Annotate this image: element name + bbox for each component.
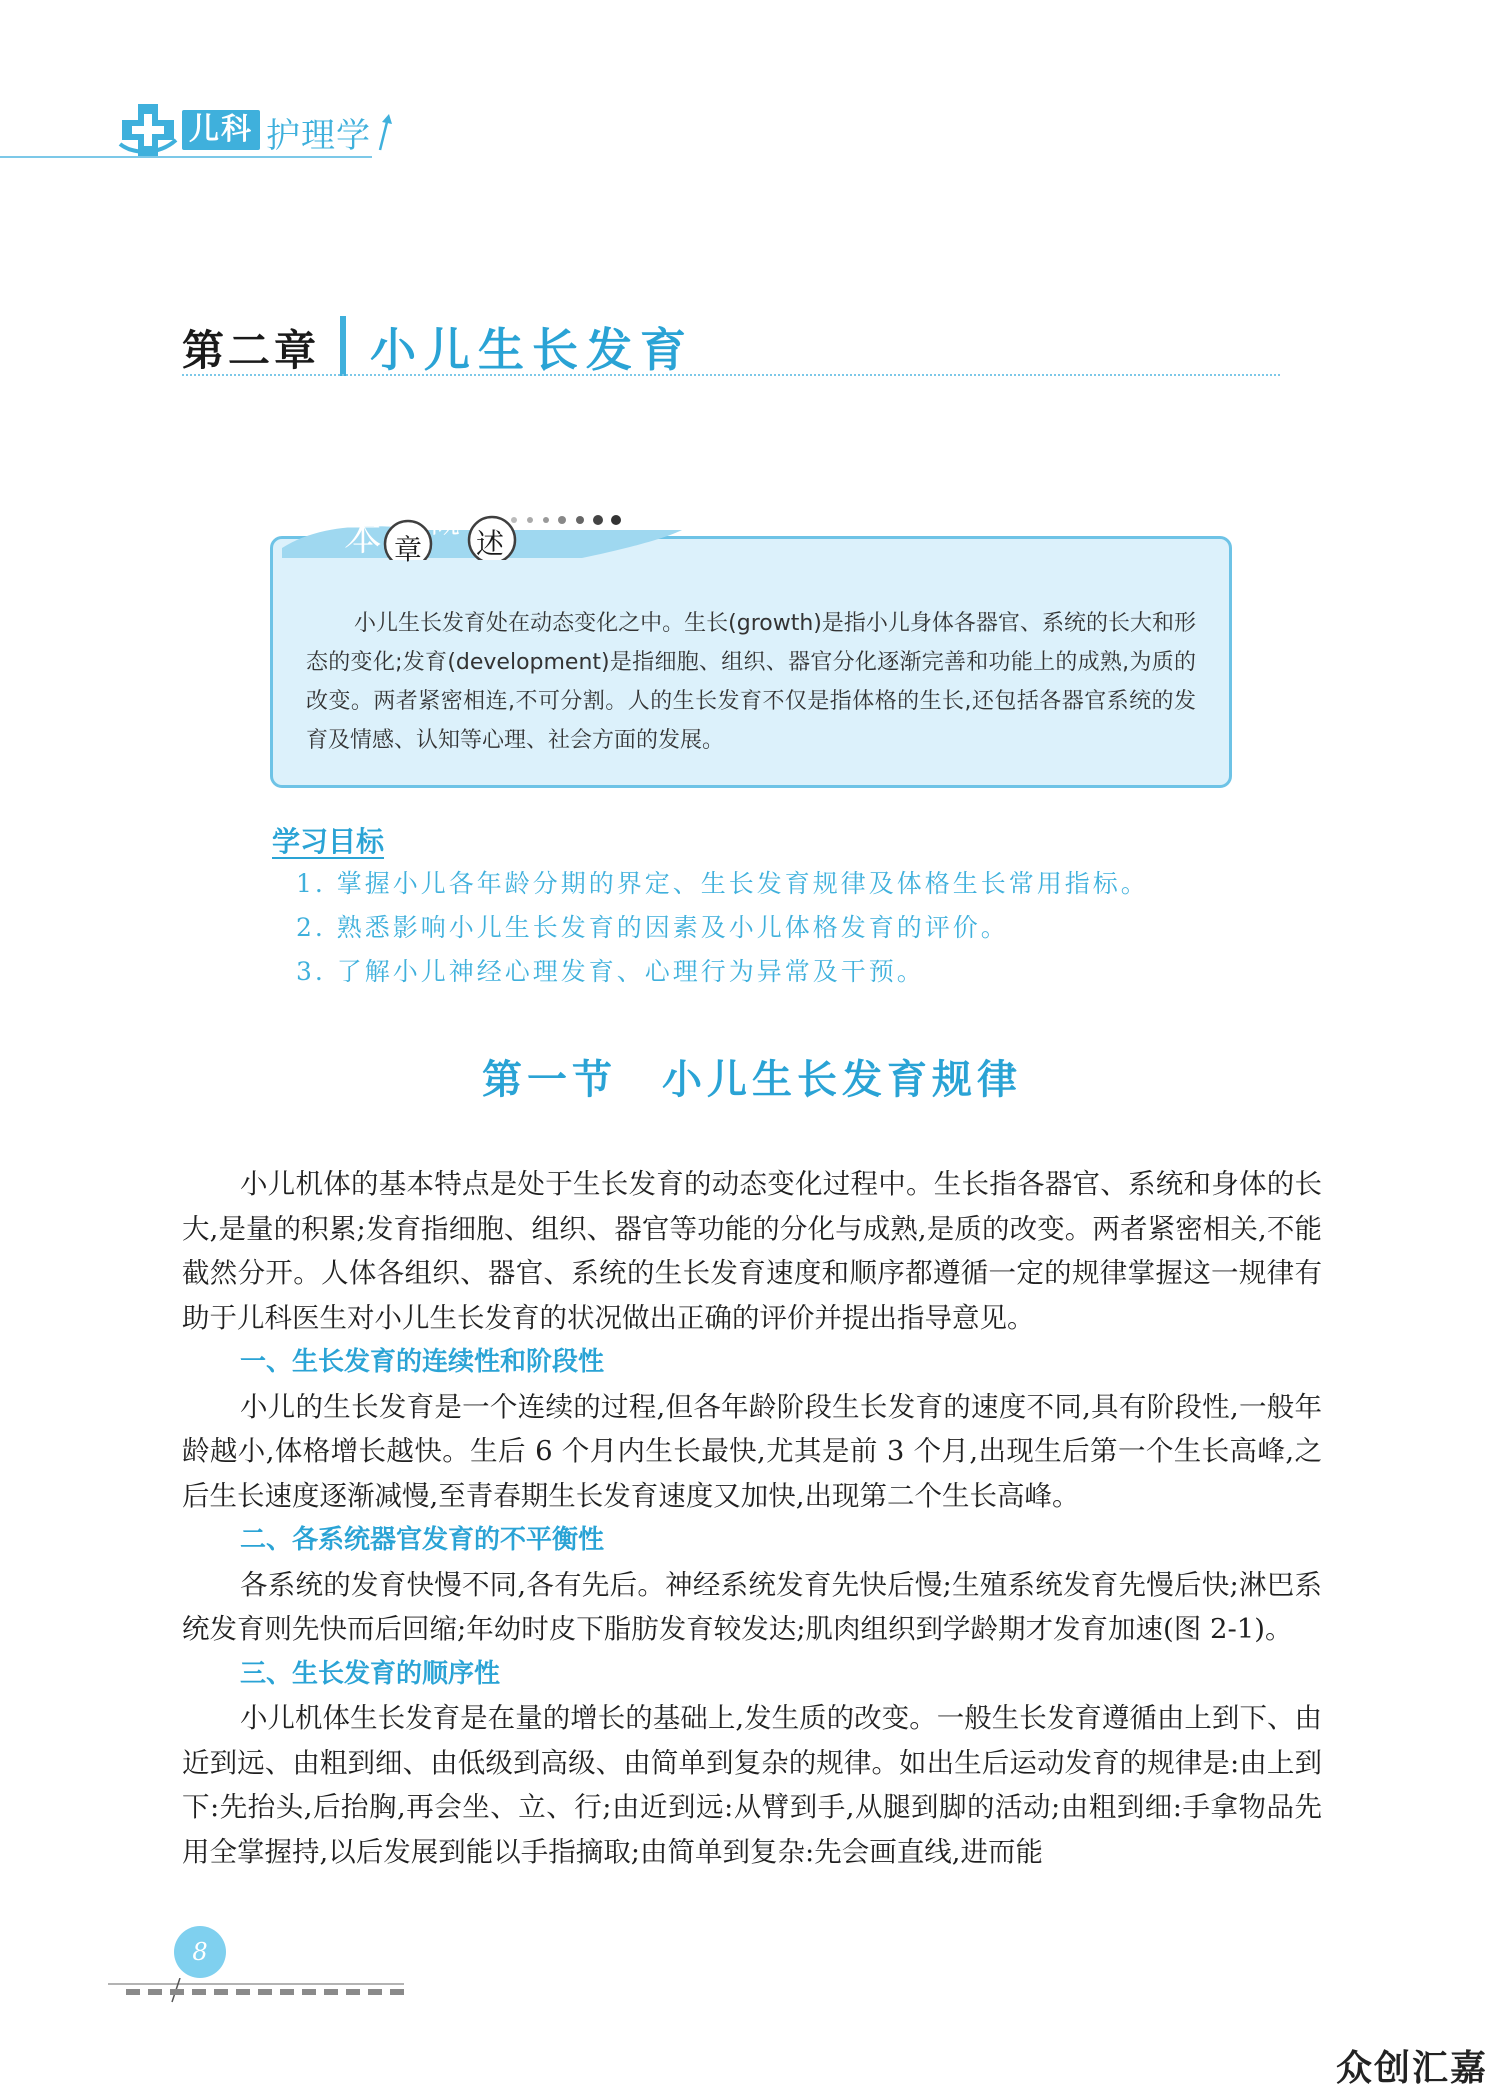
objective-item: 2. 熟悉影响小儿生长发育的因素及小儿体格发育的评价。 <box>296 913 1009 942</box>
body-text <box>182 1162 1322 1874</box>
body-subheading: 三、生长发育的顺序性 <box>240 1658 501 1689</box>
body-paragraph: 小儿机体的基本特点是处于生长发育的动态变化过程中。生长指各器官、系统和身体的长大,是量的积累;发育指细胞、组织、器官等功能的分化与成熟,是质的改变。两者紧密相关,不能截然分开。人体各组织、器官、系统的生长发育速度和顺序都遵循一定的规律掌握这一规律有助于儿科医生对小儿生长发育的状况做出正确的评价并提出指导意见。 <box>182 1168 1322 1334</box>
overview-text: 小儿生长发育处在动态变化之中。生长(growth)是指小儿身体各器官、系统的长大和形态的变化;发育(development)是指细胞、组织、器官分化逐渐完善和功能上的成熟,为质的改变。两者紧密相连,不可分割。人的生长发育不仅是指体格的生长,还包括各器官系统的发育及情感、认知等心理、社会方面的发展。 <box>306 611 1196 753</box>
chapter-title-divider <box>340 316 346 376</box>
arrow-up-icon <box>376 112 394 152</box>
chapter-number: 第二章 <box>182 326 321 375</box>
chapter-dotted-rule <box>182 374 1280 376</box>
page-number: 8 <box>192 1938 208 1966</box>
header-book-title-part1: 儿科 <box>182 110 260 150</box>
objective-item: 1. 掌握小儿各年龄分期的界定、生长发育规律及体格生长常用指标。 <box>296 869 1149 898</box>
body-subheading: 二、各系统器官发育的不平衡性 <box>240 1525 605 1555</box>
overview-char-1: 本 <box>344 515 383 559</box>
overview-char-3: 概 <box>428 502 461 540</box>
objectives-list <box>296 862 1149 994</box>
medical-cross-logo-icon <box>118 100 178 160</box>
body-subheading: 一、生长发育的连续性和阶段性 <box>240 1347 605 1377</box>
header-book-title-part2: 护理学 <box>266 116 371 156</box>
chapter-title: 小儿生长发育 <box>370 323 694 377</box>
body-paragraph: 小儿的生长发育是一个连续的过程,但各年龄阶段生长发育的速度不同,具有阶段性,一般年龄越小,体格增长越快。生后 6 个月内生长最快,尤其是前 3 个月,出现生后第一个生长高峰,之后生长速度逐渐减慢,至青春期生长发育速度又加快,出现第二个生长高峰。 <box>182 1390 1322 1512</box>
section-title: 第一节 小儿生长发育规律 <box>482 1057 1022 1103</box>
watermark: 众创汇嘉 <box>1336 2048 1489 2089</box>
overview-char-2: 章 <box>394 533 423 566</box>
overview-char-4: 述 <box>476 527 505 560</box>
objective-item: 3. 了解小儿神经心理发育、心理行为异常及干预。 <box>296 957 925 986</box>
objectives-heading: 学习目标 <box>272 825 385 858</box>
body-paragraph: 小儿机体生长发育是在量的增长的基础上,发生质的改变。一般生长发育遵循由上到下、由近到远、由粗到细、由低级到高级、由简单到复杂的规律。如出生后运动发育的规律是:由上到下:先抬头,后抬胸,再会坐、立、行;由近到远:从臂到手,从腿到脚的活动;由粗到细:手拿物品先用全掌握持,以后发展到能以手指摘取;由简单到复杂:先会画直线,进而能 <box>182 1702 1322 1868</box>
body-paragraph: 各系统的发育快慢不同,各有先后。神经系统发育先快后慢;生殖系统发育先慢后快;淋巴系统发育则先快而后回缩;年幼时皮下脂肪发育较发达;肌肉组织到学龄期才发育加速(图 2-1)。 <box>182 1568 1322 1645</box>
header-rule <box>0 156 372 158</box>
footer-dashed-line <box>108 1978 404 2004</box>
